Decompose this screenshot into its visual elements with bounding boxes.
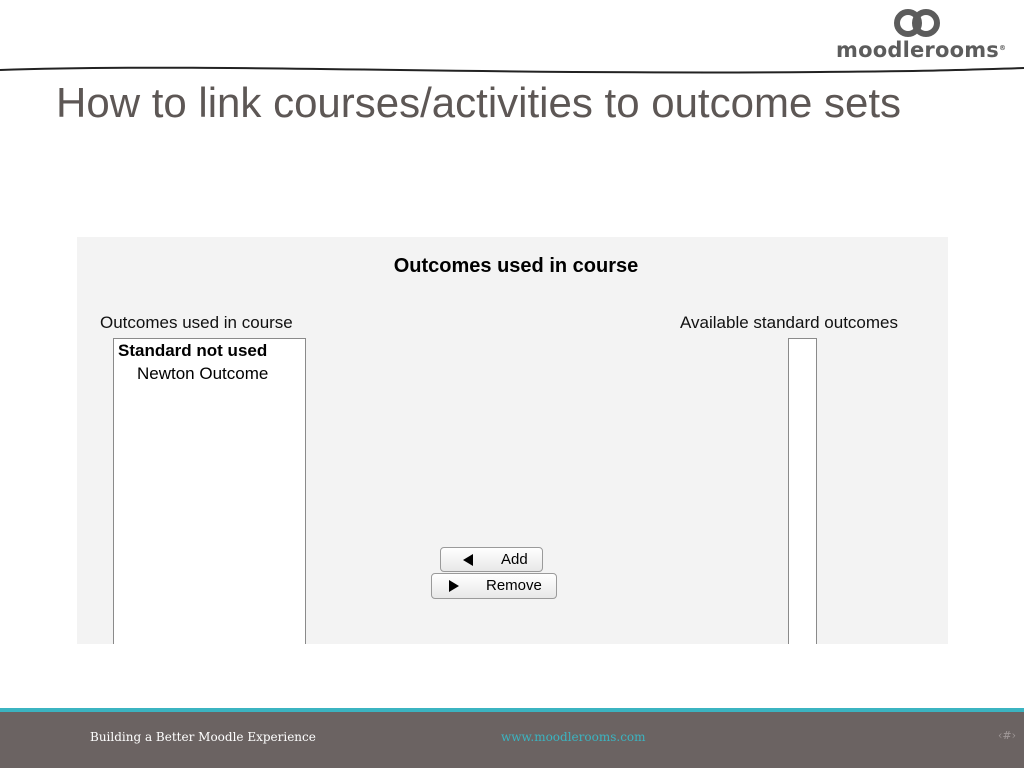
moodlerooms-infinity-icon bbox=[894, 8, 940, 38]
slide-footer bbox=[0, 708, 1024, 768]
used-outcomes-listbox[interactable] bbox=[113, 338, 306, 644]
arrow-right-icon bbox=[449, 580, 459, 592]
footer-tagline: Building a Better Moodle Experience bbox=[90, 730, 316, 744]
add-button[interactable] bbox=[440, 547, 543, 572]
logo-trademark: ® bbox=[999, 44, 1007, 52]
used-outcomes-label: Outcomes used in course bbox=[100, 313, 293, 332]
arrow-left-icon bbox=[463, 554, 473, 566]
page-number: ‹#› bbox=[997, 729, 1016, 742]
footer-url-link[interactable]: www.moodlerooms.com bbox=[501, 730, 646, 744]
option-newton-outcome[interactable]: Newton Outcome bbox=[137, 364, 269, 383]
optgroup-standard-not-used: Standard not used bbox=[118, 341, 268, 360]
outcomes-screenshot-panel bbox=[77, 237, 948, 644]
logo-text: moodlerooms bbox=[836, 38, 1000, 62]
remove-button[interactable] bbox=[431, 573, 557, 599]
logo-wordmark bbox=[836, 38, 1006, 62]
remove-button-label: Remove bbox=[486, 577, 542, 594]
available-outcomes-label: Available standard outcomes bbox=[680, 313, 898, 332]
slide-title: How to link courses/activities to outcome sets bbox=[56, 79, 902, 126]
panel-heading: Outcomes used in course bbox=[393, 255, 639, 277]
available-outcomes-listbox[interactable] bbox=[788, 338, 817, 644]
moodlerooms-logo bbox=[836, 8, 1006, 66]
add-button-label: Add bbox=[501, 551, 528, 568]
